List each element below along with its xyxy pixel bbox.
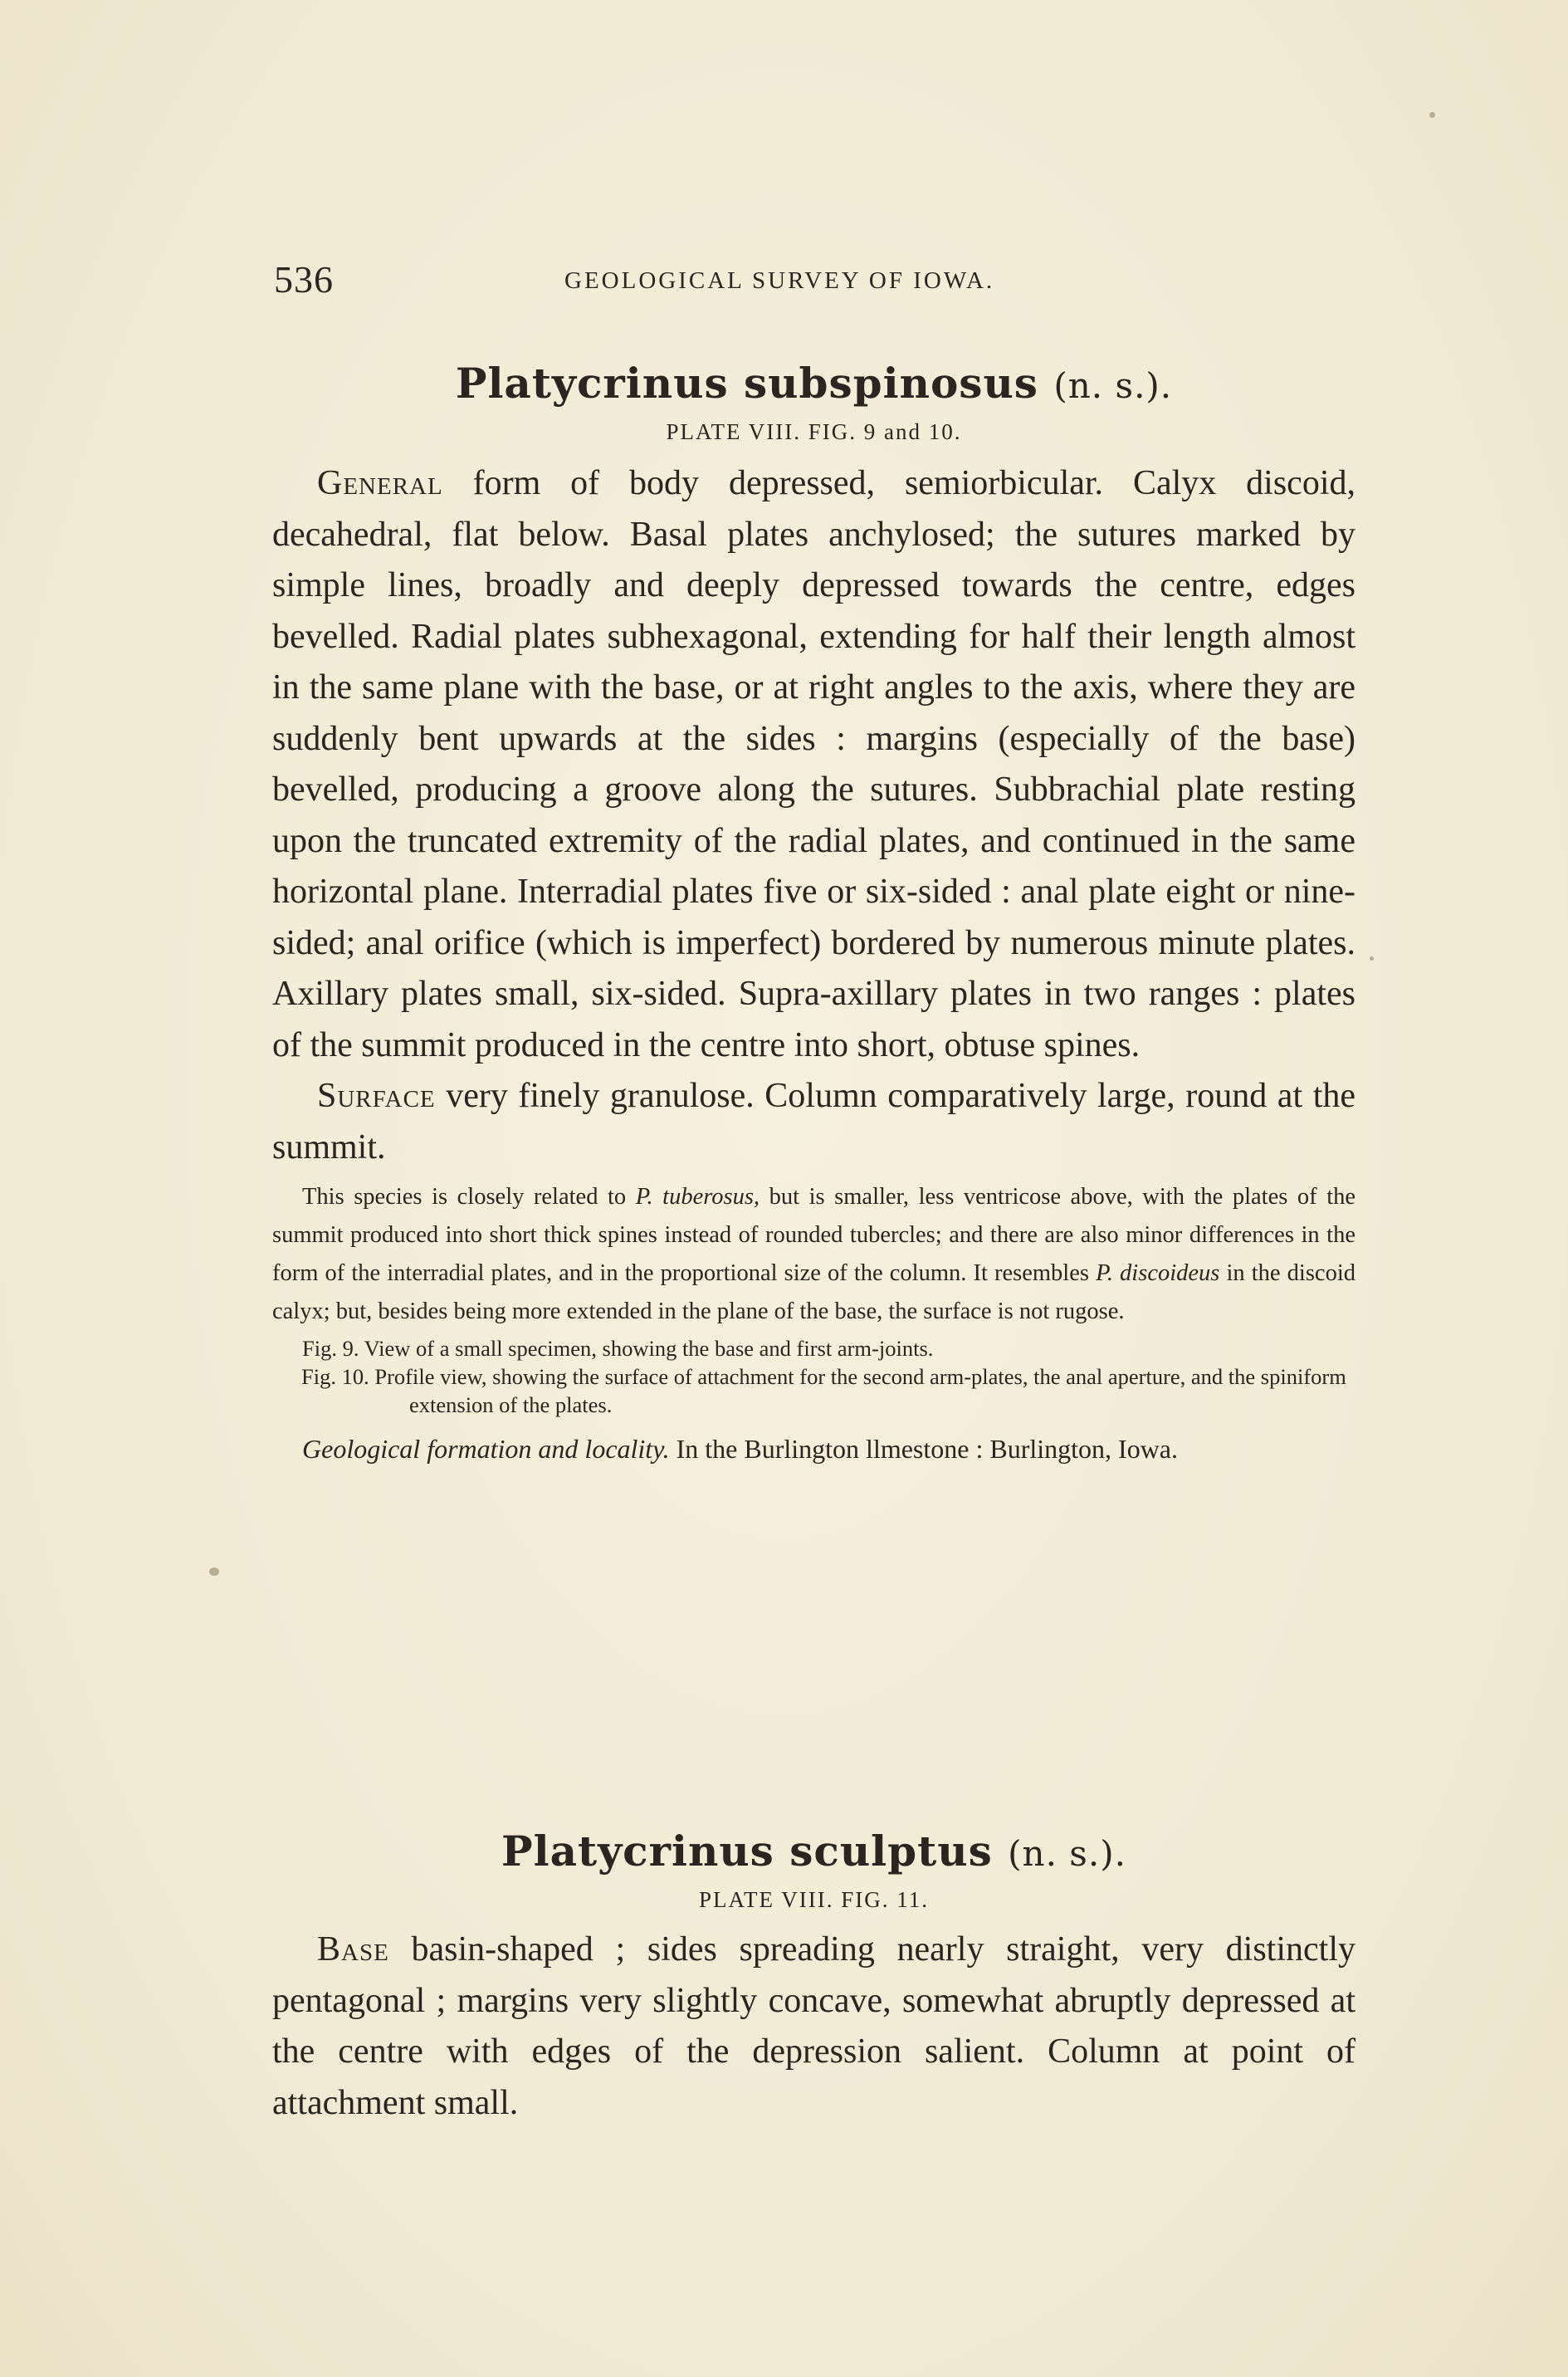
species-suffix: (n. s.). bbox=[1008, 1833, 1126, 1874]
species-name: Platycrinus subspinosus bbox=[455, 359, 1038, 408]
paper-speck bbox=[209, 1568, 219, 1576]
description-paragraph bbox=[272, 1925, 1356, 2129]
species-title-subspinosus bbox=[272, 359, 1356, 408]
section-subspinosus bbox=[272, 359, 1356, 1470]
description-text: basin-shaped ; sides spreading nearly straight, very distinctly pentagonal ; margins very slightly concave, somewhat abruptly depressed at the centre with edges of the depression salient. Column at point of attachment small. bbox=[272, 1930, 1356, 2122]
species-reference: P. discoideus bbox=[1096, 1260, 1220, 1286]
species-suffix: (n. s.). bbox=[1053, 365, 1173, 406]
species-title-sculptus bbox=[272, 1827, 1356, 1876]
comparison-note bbox=[272, 1178, 1356, 1331]
note-text: This species is closely related to bbox=[302, 1184, 627, 1210]
section-sculptus bbox=[272, 1827, 1356, 2129]
formation-text: In the Burlington llmestone : Burlington, Iowa. bbox=[676, 1434, 1178, 1464]
lead-word: Base bbox=[317, 1930, 389, 1969]
figure-caption-9: Fig. 9. View of a small specimen, showing the base and first arm-joints. bbox=[302, 1336, 934, 1361]
lead-word: General bbox=[317, 464, 443, 502]
paper-speck bbox=[1429, 112, 1435, 118]
plate-reference: PLATE VIII. FIG. 9 and 10. bbox=[666, 419, 962, 444]
page-header bbox=[274, 257, 1353, 307]
paper-speck bbox=[1370, 956, 1374, 961]
description-paragraph bbox=[272, 458, 1356, 1071]
description-text: form of body depressed, semiorbicular. Calyx discoid, decahedral, flat below. Basal plates anchylosed; the sutures marked by simple lines, broadly and deeply depressed towards the centre, edges bevelled. Radial plates subhexagonal, extending for half their length almost in the same plane with the base, or at right angles to the axis, where they are suddenly bent upwards at the sides : margins (especially of the base) bevelled, producing a groove along the sutures. Subbrachial plate resting upon the truncated extremity of the radial plates, and continued in the same horizontal plane. Interradial plates five or six-sided : anal plate eight or nine-sided; anal orifice (which is imperfect) bordered by numerous minute plates. Axillary plates small, six-sided. Supra-axillary plates in two ranges : plates of the summit produced in the centre into short, obtuse spines. bbox=[272, 464, 1356, 1064]
running-head: GEOLOGICAL SURVEY OF IOWA. bbox=[564, 267, 995, 294]
species-name: Platycrinus sculptus bbox=[501, 1827, 993, 1876]
plate-reference: PLATE VIII. FIG. 11. bbox=[699, 1887, 929, 1912]
formation-locality bbox=[272, 1427, 1356, 1470]
figure-caption-10: Fig. 10. Profile view, showing the surface of attachment for the second arm-plates, the anal aperture, and the spiniform extension of the plates. bbox=[301, 1364, 1346, 1417]
surface-text: very finely granulose. Column comparatively large, round at the summit. bbox=[272, 1077, 1356, 1166]
lead-word: Surface bbox=[317, 1077, 436, 1115]
note-text: in the discoid calyx; but, besides being more extended in the plane of the base, the surface is not rugose. bbox=[272, 1260, 1356, 1324]
note-text: but is smaller, less ventricose above, with the plates of the summit produced into short thick spines instead of rounded tubercles; and there are also minor differences in the form of the interradial plates, and in the proportional size of the column. It resembles bbox=[272, 1184, 1356, 1286]
species-reference: P. tuberosus, bbox=[635, 1184, 760, 1210]
surface-paragraph bbox=[272, 1071, 1356, 1173]
formation-label: Geological formation and locality. bbox=[302, 1434, 670, 1464]
page-number: 536 bbox=[274, 258, 334, 301]
